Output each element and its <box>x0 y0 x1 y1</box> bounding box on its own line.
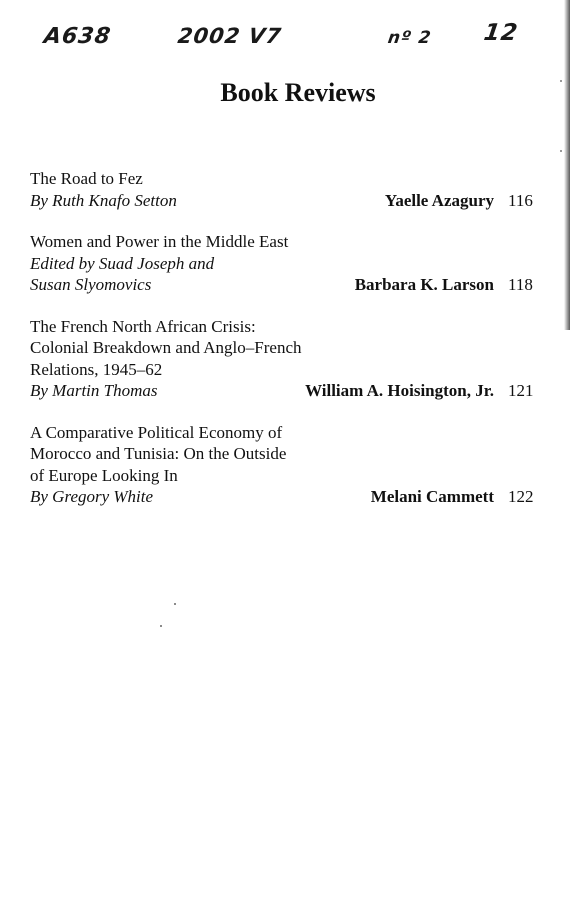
reviewer-name: Melani Cammett <box>370 487 494 506</box>
review-entry <box>30 316 536 402</box>
handwritten-note: 12 <box>482 20 520 46</box>
book-author: Susan Slyomovics <box>30 275 152 294</box>
page-number: 122 <box>508 487 534 506</box>
handwritten-call-number: A638 <box>42 24 113 49</box>
book-title-line: The French North African Crisis: <box>30 316 256 336</box>
page-number: 116 <box>508 190 533 210</box>
book-title-line: Women and Power in the Middle East <box>30 232 289 251</box>
page-title: Book Reviews <box>220 78 376 107</box>
review-entry <box>30 168 536 211</box>
reviewer-name: William A. Hoisington, Jr. <box>305 381 494 400</box>
review-entry <box>30 422 536 508</box>
review-list <box>30 168 536 528</box>
byline-row <box>30 274 536 296</box>
scanned-page-edge <box>564 0 570 330</box>
book-author: By Martin Thomas <box>30 381 158 400</box>
scan-speck <box>160 625 162 627</box>
book-author: By Gregory White <box>30 487 154 506</box>
review-entry <box>30 231 536 296</box>
handwritten-year-volume: 2002 V7 <box>176 24 284 48</box>
book-title-line: A Comparative Political Economy of <box>30 422 283 442</box>
book-title-line: The Road to Fez <box>30 169 143 188</box>
byline-row <box>30 380 536 402</box>
page-number: 118 <box>508 275 533 294</box>
handwritten-issue: nº 2 <box>386 28 433 48</box>
book-title-line: Morocco and Tunisia: On the Outside <box>30 444 287 463</box>
scan-speck <box>560 150 562 152</box>
book-title-line: Relations, 1945–62 <box>30 359 163 379</box>
reviewer-name: Barbara K. Larson <box>354 275 494 294</box>
reviewer-name: Yaelle Azagury <box>384 190 494 210</box>
scan-speck <box>174 603 176 605</box>
book-author: By Ruth Knafo Setton <box>30 190 177 210</box>
byline-row <box>30 486 536 508</box>
book-editor-line: Edited by Suad Joseph and <box>30 253 215 273</box>
book-title-line: Colonial Breakdown and Anglo–French <box>30 338 302 357</box>
book-title-line: of Europe Looking In <box>30 465 178 485</box>
page-number: 121 <box>508 381 534 400</box>
byline-row <box>30 190 536 212</box>
